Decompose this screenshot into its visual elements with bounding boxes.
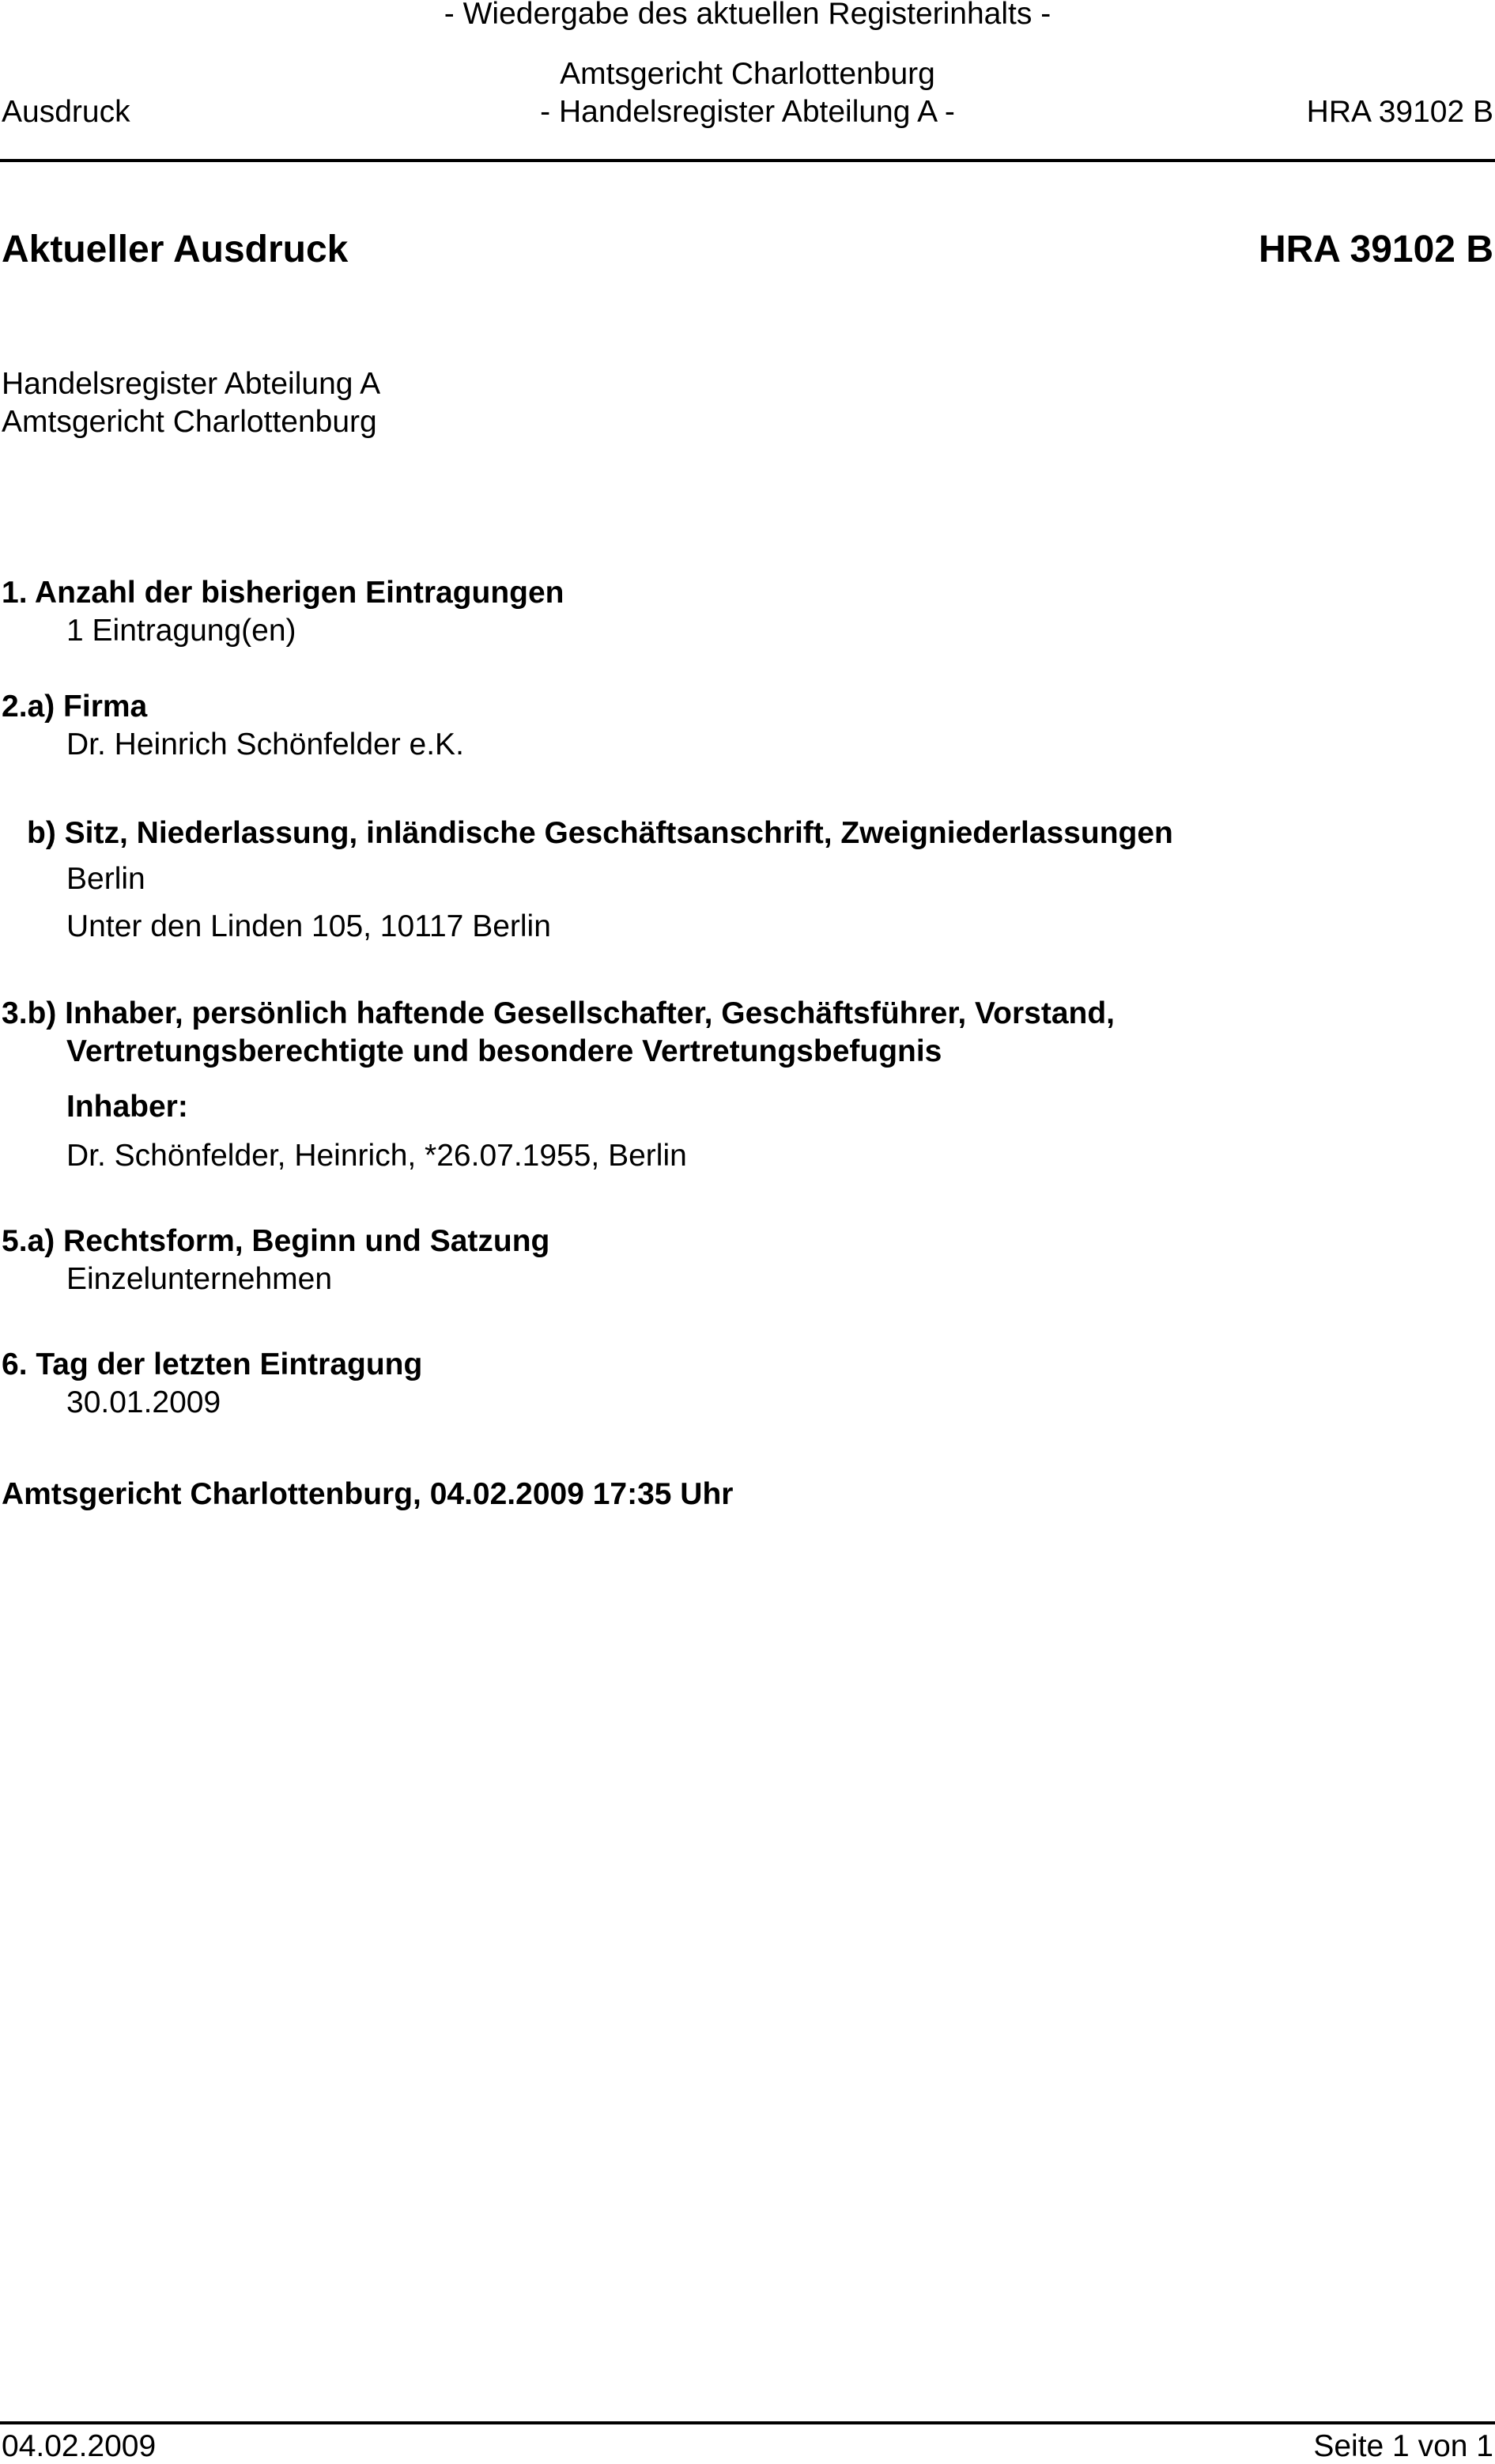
section-2a-value: Dr. Heinrich Schönfelder e.K. [66,727,464,761]
footer-date: 04.02.2009 [2,2429,157,2463]
section-3b-heading-line2: Vertretungsberechtigte und besondere Vertretungsbefugnis [66,1034,942,1068]
section-2b-city: Berlin [66,862,145,896]
header-court: Amtsgericht Charlottenburg [560,57,935,91]
section-5a-heading: 5.a) Rechtsform, Beginn und Satzung [2,1224,550,1258]
section-3b-value: Dr. Schönfelder, Heinrich, *26.07.1955, Berlin [66,1139,687,1173]
register-number-title: HRA 39102 B [1258,229,1493,270]
section-1-heading: 1. Anzahl der bisherigen Eintragungen [2,576,564,610]
section-2b-address: Unter den Linden 105, 10117 Berlin [66,909,551,943]
header-divider [0,159,1495,162]
register-department: Handelsregister Abteilung A [2,367,381,401]
closing-line: Amtsgericht Charlottenburg, 04.02.2009 17:35 Uhr [2,1477,734,1511]
page-title: Aktueller Ausdruck [2,229,349,270]
section-6-value: 30.01.2009 [66,1385,221,1419]
section-6-heading: 6. Tag der letzten Eintragung [2,1347,423,1381]
section-2b-heading: b) Sitz, Niederlassung, inländische Geschäftsanschrift, Zweigniederlassungen [27,816,1173,850]
section-3b-heading-line1: 3.b) Inhaber, persönlich haftende Gesellschafter, Geschäftsführer, Vorstand, [2,996,1116,1030]
footer-page-number: Seite 1 von 1 [1313,2429,1493,2463]
footer-divider [0,2421,1495,2424]
section-1-value: 1 Eintragung(en) [66,614,296,648]
register-court: Amtsgericht Charlottenburg [2,405,377,439]
section-3b-subheading: Inhaber: [66,1090,188,1124]
section-5a-value: Einzelunternehmen [66,1262,333,1296]
section-2a-heading: 2.a) Firma [2,690,148,724]
header-left-label: Ausdruck [2,95,130,129]
header-register-label: - Handelsregister Abteilung A - [540,95,955,129]
header-register-number: HRA 39102 B [1306,95,1493,129]
header-top-line: - Wiedergabe des aktuellen Registerinhalts - [444,0,1051,31]
